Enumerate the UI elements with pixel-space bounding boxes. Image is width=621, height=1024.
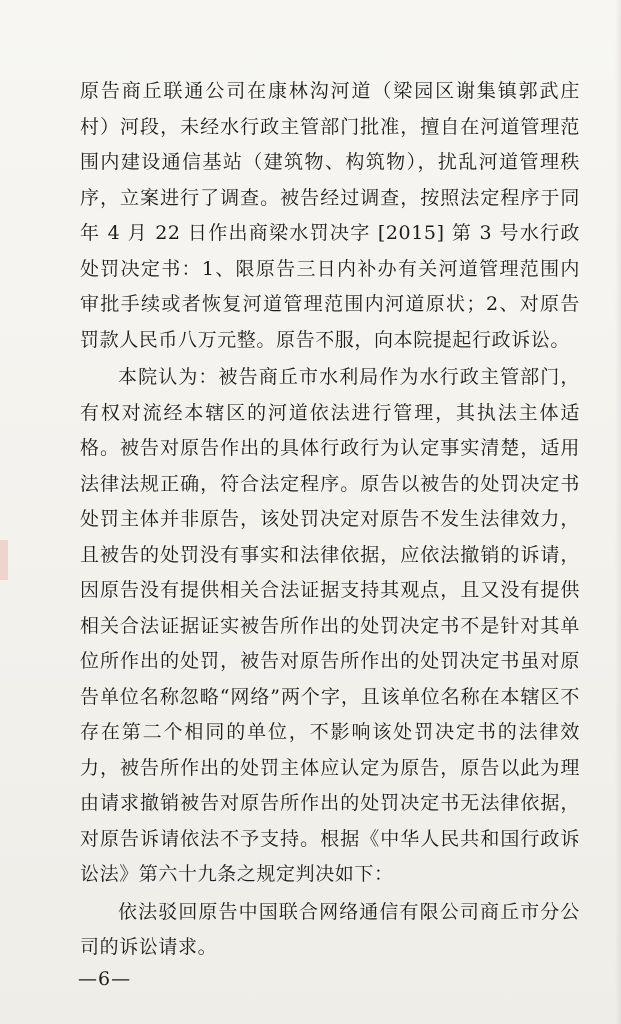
paragraph-judgment: 依法驳回原告中国联合网络通信有限公司商丘市分公司的诉讼请求。 [80,900,580,958]
scan-shadow-edge [615,0,621,1024]
margin-stamp-mark [0,540,8,580]
page-number: —6— [78,968,132,990]
paragraph-case-facts: 原告商丘联通公司在康林沟河道（梁园区谢集镇郭武庄村）河段，未经水行政主管部门批准，擅自在河道管理范围内建设通信基站（建筑物、构筑物），扰乱河道管理秩序，立案进行了调查。被告经过调查，按照法定程序于同年 4 月 22 日作出商梁水罚决字 [2015] 第 3 号水行政处罚决定书：1、限原告三日内补办有关河道管理范围内审批手续或者恢复河道管理范围内河道原状；2、对原告罚款人民币八万元整。原告不服，向本院提起行政诉讼。 [80,80,580,351]
document-body [80,74,580,966]
paragraph-court-opinion: 本院认为：被告商丘市水利局作为水行政主管部门，有权对流经本辖区的河道依法进行管理，其执法主体适格。被告对原告作出的具体行政行为认定事实清楚，适用法律法规正确，符合法定程序。原告以被告的处罚决定书处罚主体并非原告，该处罚决定对原告不发生法律效力，且被告的处罚没有事实和法律依据，应依法撤销的诉请，因原告没有提供相关合法证据支持其观点，且又没有提供相关合法证据证实被告所作出的处罚决定书不是针对其单位所作出的处罚，被告对原告所作出的处罚决定书虽对原告单位名称忽略“网络”两个字，且该单位名称在本辖区不存在第二个相同的单位，不影响该处罚决定书的法律效力，被告所作出的处罚主体应认定为原告，原告以此为理由请求撤销被告对原告所作出的处罚决定书无法律依据，对原告诉请依法不予支持。根据《中华人民共和国行政诉讼法》第六十九条之规定判决如下： [80,366,580,885]
